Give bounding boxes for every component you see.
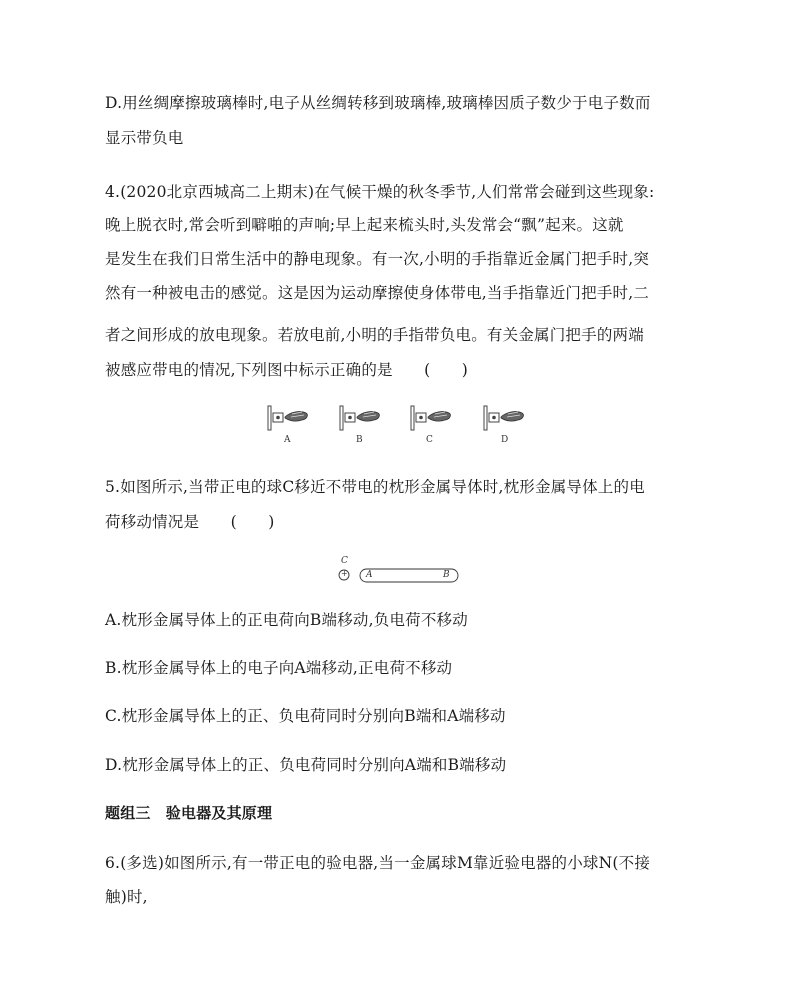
text-line: 然有一种被电击的感觉。这是因为运动摩擦使身体带电,当手指靠近门把手时,二 — [105, 284, 650, 302]
question-5-figure — [335, 556, 463, 586]
ball-charge-sign: + — [341, 569, 348, 578]
figure-option-c — [411, 406, 450, 430]
option-c: C.枕形金属导体上的正、负电荷同时分别向B端和A端移动 — [105, 707, 506, 725]
option-a: A.枕形金属导体上的正电荷向B端移动,负电荷不移动 — [105, 611, 468, 629]
text-line: 是发生在我们日常生活中的静电现象。有一次,小明的手指靠近金属门把手时,突 — [105, 250, 650, 268]
figure-label-a: A — [284, 435, 291, 445]
question-4-figure — [266, 404, 528, 448]
text-line: 触)时, — [105, 888, 148, 906]
option-d: D.枕形金属导体上的正、负电荷同时分别向A端和B端移动 — [105, 756, 507, 774]
figure-option-d — [484, 406, 523, 430]
question-5-header: 5.如图所示,当带正电的球C移近不带电的枕形金属导体时,枕形金属导体上的电 — [105, 478, 645, 496]
figure-label-c: C — [426, 435, 433, 445]
question-6-header: 6.(多选)如图所示,有一带正电的验电器,当一金属球M靠近验电器的小球N(不接 — [105, 854, 651, 872]
figure-option-b — [340, 406, 379, 430]
text-line: 被感应带电的情况,下列图中标示正确的是 ( ) — [105, 361, 469, 379]
door-handle-figures — [266, 404, 528, 448]
text-line: 者之间形成的放电现象。若放电前,小明的手指带负电。有关金属门把手的两端 — [105, 326, 644, 344]
question-4-header: 4.(2020北京西城高二上期末)在气候干燥的秋冬季节,人们常常会碰到这些现象: — [105, 183, 655, 201]
end-b-label: B — [443, 570, 450, 580]
option-b: B.枕形金属导体上的电子向A端移动,正电荷不移动 — [105, 659, 453, 677]
text-line: 荷移动情况是 ( ) — [105, 513, 275, 531]
text-line: D.用丝绸摩擦玻璃棒时,电子从丝绸转移到玻璃棒,玻璃棒因质子数少于电子数而 — [105, 94, 651, 112]
text-line: 晚上脱衣时,常会听到噼啪的声响;早上起来梳头时,头发常会“飘”起来。这就 — [105, 216, 624, 234]
figure-option-a — [268, 406, 307, 430]
ball-c-label: C — [341, 556, 348, 566]
figure-label-d: D — [501, 435, 509, 445]
figure-label-b: B — [356, 435, 363, 445]
text-line: 显示带负电 — [105, 129, 184, 147]
section-heading: 题组三 验电器及其原理 — [105, 804, 273, 822]
end-a-label: A — [366, 570, 373, 580]
